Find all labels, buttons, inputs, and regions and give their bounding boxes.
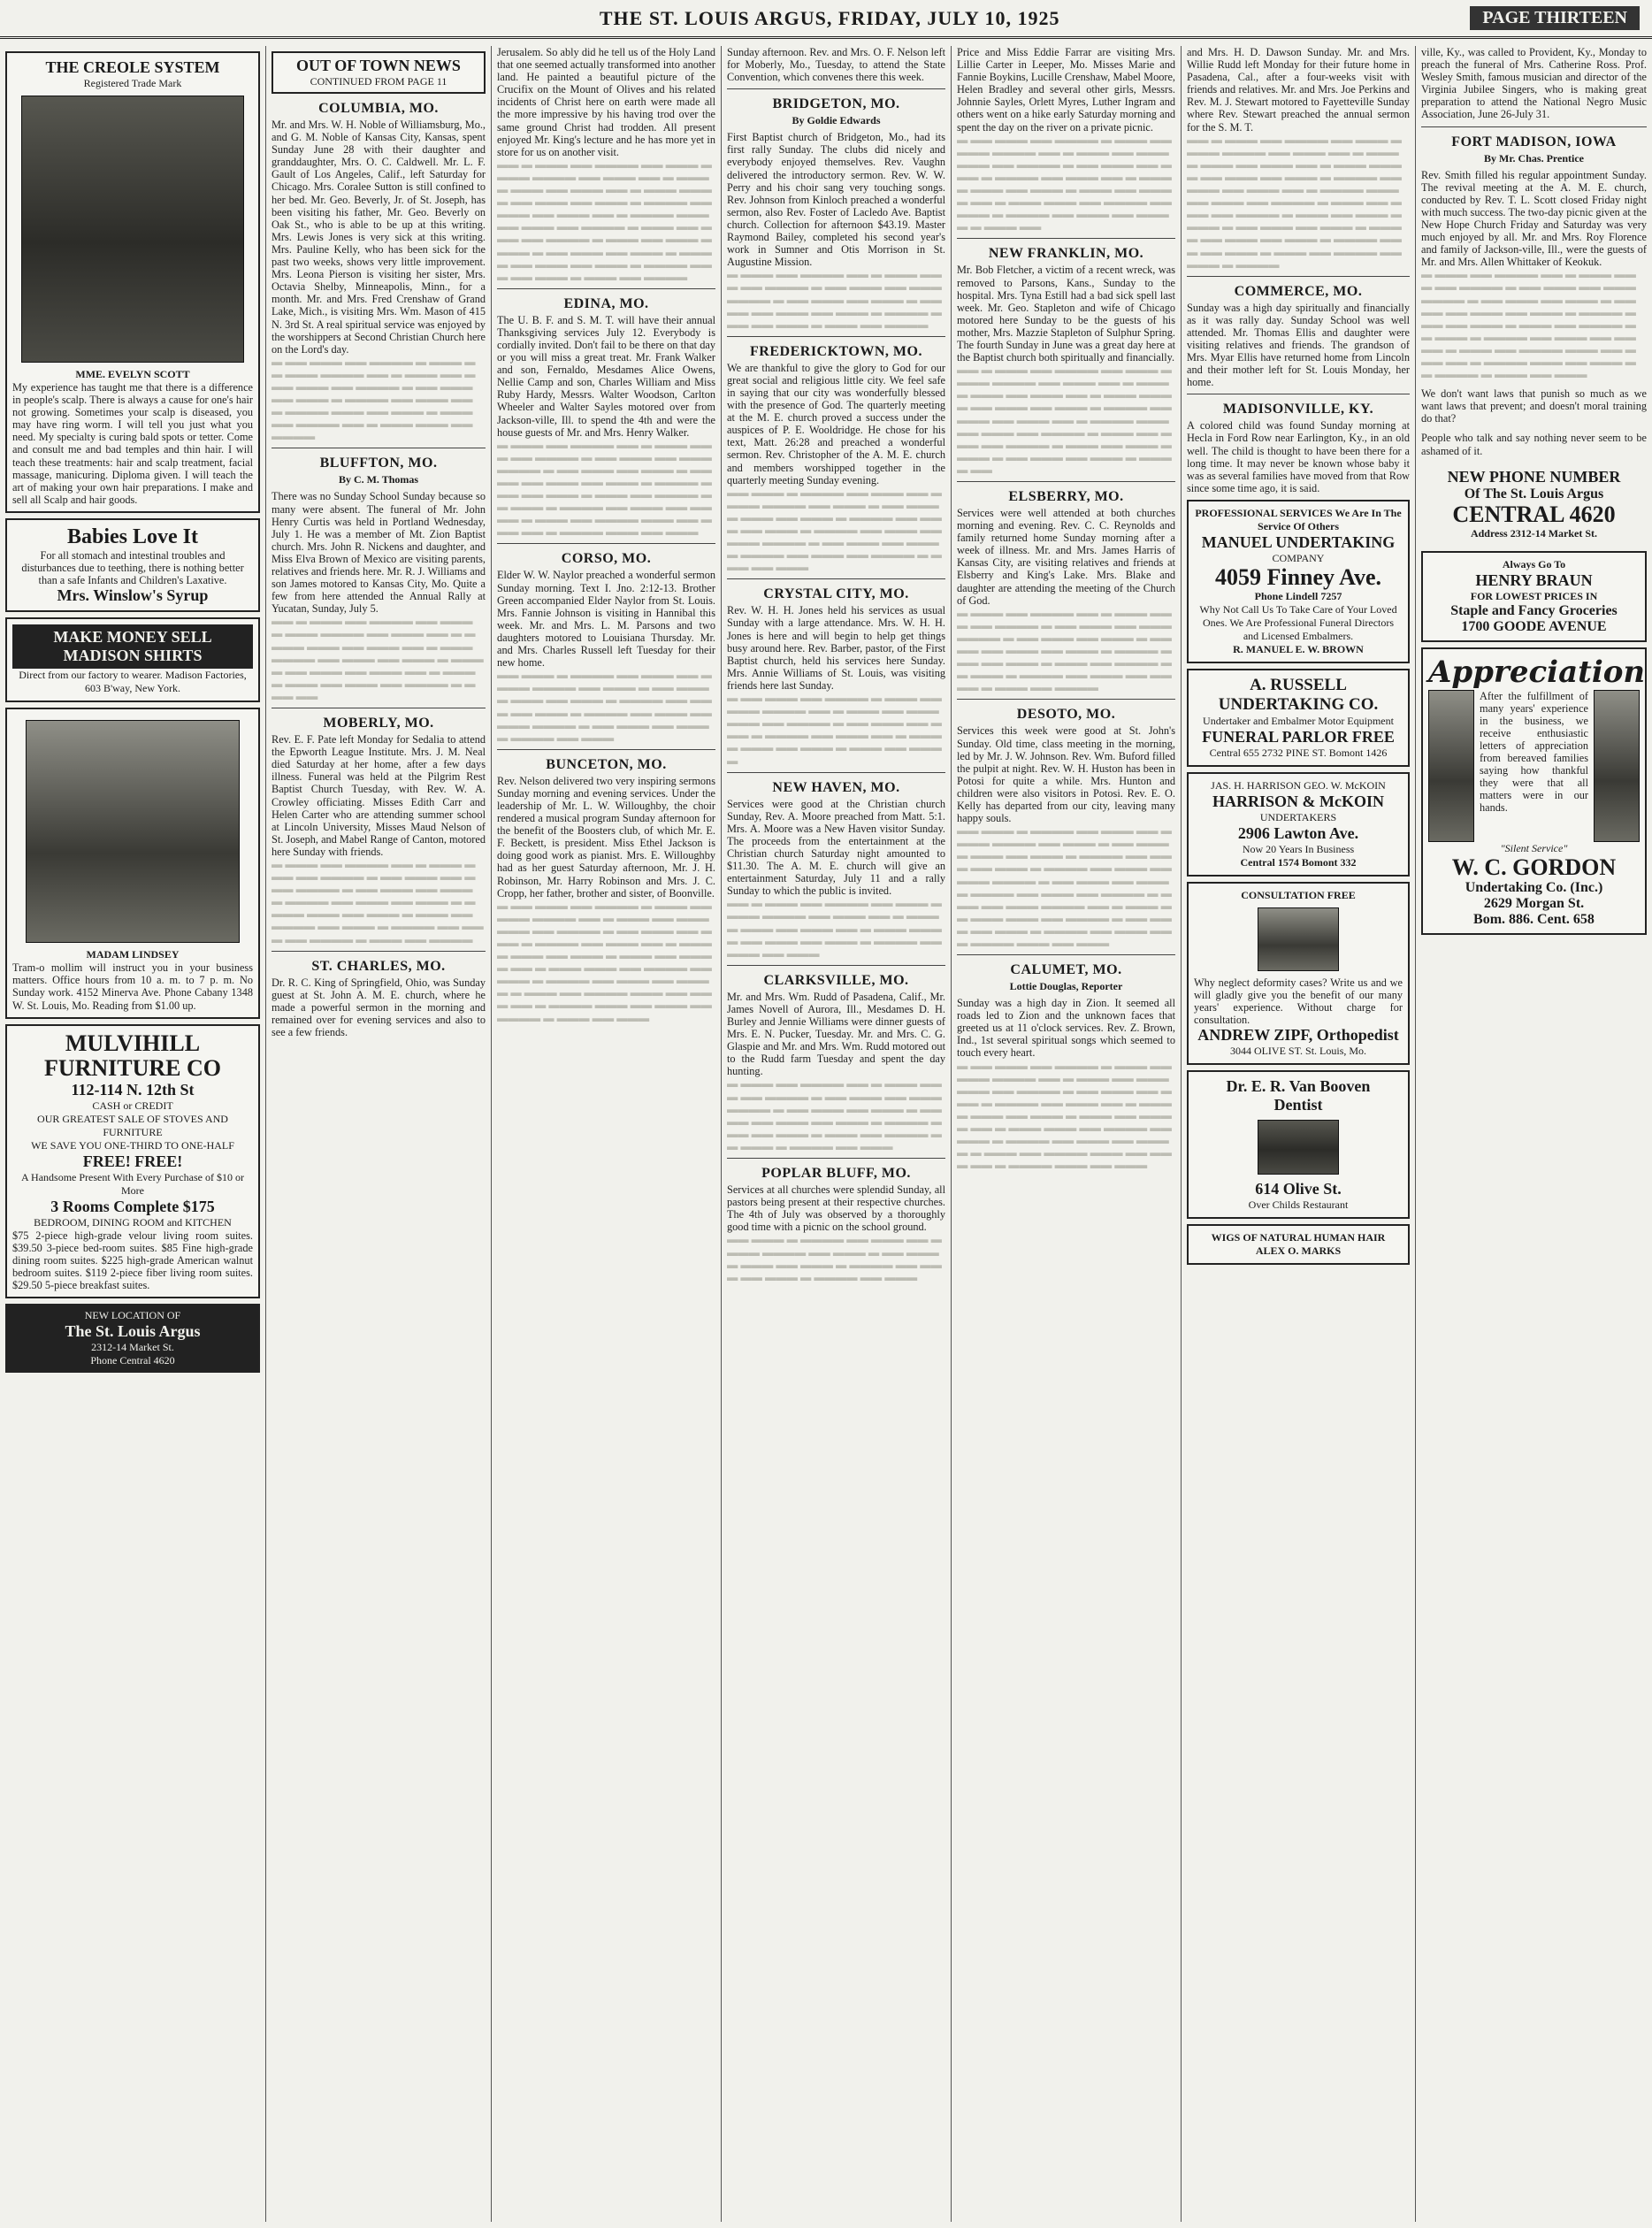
bunceton-text: Rev. Nelson delivered two very inspiring sermons Sunday morning and evening services. Under the leadership of Mr. L. W. Willoughby, the choir rendered a musical program Sunday afternoon for the benefit of the Boosters club, of which Mr. E. F. Beckett, is president. Miss Ethel Jackson is doing good work as pianist. Mrs. E. Willoughby had as her guest Saturday afternoon, Mr. J. H. Robinson, Mr. Harry Robinson and Mrs. J. C. Cropp, her father, brother and sister, of Boonville. <box>497 774 715 900</box>
mulvihill-free-sub: A Handsome Present With Every Purchase of $10 or More <box>21 1170 244 1197</box>
russell-free: FUNERAL PARLOR FREE <box>1202 727 1395 746</box>
russell-name: A. RUSSELL UNDERTAKING CO. <box>1218 675 1379 714</box>
gordon-address: 2629 Morgan St. <box>1483 895 1585 911</box>
page-number: PAGE THIRTEEN <box>1470 6 1640 30</box>
madison-heading: MAKE MONEY SELL MADISON SHIRTS <box>12 624 253 669</box>
babies-heading: Babies Love It <box>66 524 198 548</box>
bluffton-byline: By C. M. Thomas <box>338 473 419 486</box>
clarksville-heading: CLARKSVILLE, MO. <box>763 972 909 988</box>
newfranklin-heading: NEW FRANKLIN, MO. <box>988 246 1144 262</box>
poplar-text: Services at all churches were splendid Sunday, all pastors being present at their respective churches. The 4th of July was observed by a thoroughly good time with a picnic on the school ground. <box>727 1183 945 1234</box>
zipf-name: ANDREW ZIPF, Orthopedist <box>1197 1026 1399 1045</box>
text-filler: ▬ ▬▬▬ ▬▬ ▬▬▬▬ ▬▬ ▬ ▬▬▬ ▬▬▬ ▬▬ ▬▬▬▬ ▬ ▬▬ ▬▬▬ ▬▬ ▬▬▬ ▬▬▬▬ ▬ ▬▬ ▬▬▬ ▬▬ ▬▬▬ ▬ ▬▬▬▬ ▬▬ ▬▬▬ ▬▬ ▬▬▬ ▬ ▬▬▬▬ ▬▬▬ ▬▬ ▬▬▬ ▬ ▬▬▬ ▬▬ ▬▬▬▬ ▬▬ ▬▬▬ ▬ ▬▬▬▬ ▬▬ ▬▬▬ <box>727 1077 942 1152</box>
poplar-heading: POPLAR BLUFF, MO. <box>761 1166 911 1182</box>
madam-text: Tram-o mollim will instruct you in your business matters. Office hours from 10 a. m. to 7 p. m. No Sunday work. 4152 Minerva Ave. Phone Cabany 1348 W. St. Louis, Mo. Reading from $1.00 up. <box>12 961 253 1012</box>
mulvihill-ad <box>5 1024 260 1298</box>
masthead <box>0 0 1652 39</box>
masthead-title: THE ST. LOUIS ARGUS, FRIDAY, JULY 10, 1925 <box>599 6 1060 29</box>
column-7 <box>1415 46 1652 2222</box>
divider <box>957 481 1175 482</box>
argus-location-3: 2312-14 Market St. <box>91 1341 174 1354</box>
text-filler: ▬ ▬▬▬ ▬▬ ▬▬▬▬ ▬▬ ▬ ▬▬▬ ▬▬▬ ▬▬ ▬▬▬▬ ▬ ▬▬ ▬▬▬ ▬▬ ▬▬▬ ▬▬▬▬ ▬ ▬▬ ▬▬▬ ▬▬ ▬▬▬ ▬ ▬▬▬▬ ▬▬ ▬▬▬ ▬▬ ▬▬▬ ▬ ▬▬▬▬ ▬▬▬ ▬▬ ▬▬▬ ▬ ▬▬▬ ▬▬ ▬▬▬▬ ▬▬ ▬▬▬ ▬ ▬▬▬▬ ▬▬ ▬▬▬ ▬▬ ▬▬▬▬ ▬ ▬▬▬ ▬▬ ▬▬▬▬ <box>957 606 1172 694</box>
moberly-heading: MOBERLY, MO. <box>323 716 434 731</box>
mulvihill-rooms: 3 Rooms Complete $175 <box>50 1197 215 1215</box>
column-2 <box>265 46 491 2222</box>
fredericktown-text: We are thankful to give the glory to God for our great social and religious little city. We feel safe in saying that our city was wonderfully blessed with the presence of God. The quarterly meeting at the M. E. church proved a success under the auspices of P. E. Wooldridge. He chose for his text, Matt. 26:28 and preached a wonderful sermon. Rev. Christopher of the A. M. E. church and members worshipped together in the quarterly meeting Sunday evening. <box>727 361 945 486</box>
hair-heading: WIGS OF NATURAL HUMAN HAIR <box>1211 1231 1386 1244</box>
col3-intro: Jerusalem. So ably did he tell us of the Holy Land that one seemed actually transformed into another land. He painted a beautiful picture of the Crucifix on the Mount of Olives and his related incidents of Christ here on earth were made all the more impressive by his having trod over the same ground Christ had trodden. All present enjoyed Mr. King's lecture and he has more yet in store for us on another visit. <box>497 46 715 158</box>
appreciation-heading: Appreciation <box>1428 654 1646 690</box>
col4-intro: Sunday afternoon. Rev. and Mrs. O. F. Nelson left for Moberly, Mo., Tuesday, to attend the State Convention, which convenes there this week. <box>727 46 945 84</box>
new-phone-ad <box>1421 463 1647 546</box>
bunceton-heading: BUNCETON, MO. <box>546 756 667 772</box>
calumet-byline: Lottie Douglas, Reporter <box>1009 980 1123 993</box>
fortmadison-close2: People who talk and say nothing never seem to be ashamed of it. <box>1421 432 1647 457</box>
gordon-ad <box>1421 647 1647 935</box>
madison-shirts-ad <box>5 617 260 702</box>
vanbooven-name: Dr. E. R. Van Booven <box>1226 1077 1371 1096</box>
creole-system-ad <box>5 51 260 513</box>
corso-heading: CORSO, MO. <box>561 551 652 567</box>
text-filler: ▬ ▬▬ ▬▬▬ ▬▬ ▬▬▬▬ ▬ ▬▬▬ ▬▬ ▬▬▬ ▬▬▬▬ ▬▬ ▬ ▬▬▬ ▬▬ ▬▬▬ ▬▬▬ ▬▬ ▬▬▬▬ ▬ ▬▬ ▬▬▬ ▬▬ ▬▬▬ ▬ ▬▬▬▬ ▬▬ ▬▬▬ ▬▬ ▬ ▬▬▬▬ ▬▬▬ ▬▬ ▬▬▬ ▬ ▬▬▬ ▬▬ ▬▬▬▬ ▬▬ ▬ ▬▬▬ ▬▬▬ ▬▬ ▬▬▬▬ ▬▬ ▬▬▬ ▬ ▬▬▬▬ ▬▬ ▬▬▬ ▬▬ ▬▬▬▬ ▬ ▬▬▬ ▬▬ ▬▬▬▬ ▬▬▬ ▬▬ ▬▬▬ ▬▬ ▬ ▬▬▬▬ ▬▬▬ ▬▬ ▬▬▬ <box>957 1059 1172 1172</box>
fredericktown-heading: FREDERICKTOWN, MO. <box>750 343 922 359</box>
divider <box>727 772 945 773</box>
creole-text: My experience has taught me that there is a difference in people's scalp. There is always a cause for one's hair not growing. Sometimes your scalp is diseased, you may have ring worm. I will tell you just what you need. My specialty is curing bald spots or tetter. Come and consult me and bad temples and thin hair. I will teach these treatments: hair and scalp treatment, facial massage, manicuring. Diploma given. I will teach the art of making your own hair preparations. I make and sell all Scalp and hair goods. <box>12 381 253 506</box>
fortmadison-byline: By Mr. Chas. Prentice <box>1484 151 1584 165</box>
russell-ad <box>1187 669 1410 767</box>
stcharles-text: Dr. R. C. King of Springfield, Ohio, was Sunday guest at St. John A. M. E. church, where he made a powerful sermon in the morning and remained over for evening services and also to see a few friends. <box>272 976 486 1038</box>
braun-line-1: Always Go To <box>1502 557 1566 570</box>
madam-caption: MADAM LINDSEY <box>86 948 180 961</box>
harrison-now: Now 20 Years In Business <box>1242 842 1355 855</box>
manuel-undertaking-ad <box>1187 500 1410 663</box>
braun-line-4: Staple and Fancy Groceries <box>1450 602 1618 618</box>
clarksville-text: Mr. and Mrs. Wm. Rudd of Pasadena, Calif., Mr. James Novell of Aurora, Ill., Mesdames D. H. Burley and Jennie Williams were dinner guests of Mrs. E. N. Pucker, Tuesday. Mr. and Mrs. C. G. Glaspie and Mr. and Mrs. Wm. Rudd motored out to the Rudd farm Tuesday and spent the day hunting. <box>727 990 945 1078</box>
col6-intro: and Mrs. H. D. Dawson Sunday. Mr. and Mrs. Willie Rudd left Monday for their future home in Pasadena, Cal., after a four-weeks visit with friends and relatives. Mr. and Mrs. Joe Perkins and Rev. M. J. Stewart motored to Fayetteville Sunday where Rev. Stewart preached the annual sermon for the S. M. T. <box>1187 46 1410 134</box>
braun-ad <box>1421 551 1647 642</box>
urn-right-illustration <box>1594 690 1640 842</box>
vanbooven-address: 614 Olive St. <box>1255 1180 1342 1198</box>
text-filler: ▬▬ ▬▬▬ ▬ ▬▬▬▬ ▬▬ ▬▬▬ ▬▬ ▬ ▬▬▬ ▬▬▬▬ ▬▬ ▬▬▬ ▬ ▬▬ ▬▬▬▬ ▬▬▬ ▬▬ ▬▬▬ ▬ ▬▬▬▬ ▬▬ ▬▬▬ ▬▬ ▬▬▬ ▬ ▬▬▬▬ ▬▬ ▬▬▬ ▬▬ ▬▬▬ ▬▬▬▬ ▬ ▬▬ ▬▬▬ ▬▬ ▬▬▬ ▬ ▬▬▬▬ ▬▬ ▬▬▬ ▬▬ ▬▬▬▬ ▬ ▬▬▬ ▬▬ ▬▬▬ ▬▬▬▬ ▬▬ ▬ ▬▬▬ ▬▬ ▬▬▬ ▬▬▬ ▬▬ ▬▬▬▬ ▬ ▬▬ ▬▬▬ ▬▬ ▬▬▬ ▬ ▬▬▬▬ ▬▬ ▬▬▬ ▬▬ ▬ ▬▬▬▬ ▬▬▬ ▬▬ ▬▬▬ <box>957 824 1172 949</box>
phone-title: NEW PHONE NUMBER <box>1447 467 1621 486</box>
text-filler: ▬▬ ▬ ▬▬▬ ▬▬ ▬▬▬▬ ▬▬ ▬▬▬ ▬ ▬▬▬ ▬▬▬▬ ▬▬ ▬▬▬ ▬▬ ▬ ▬▬▬▬ ▬▬▬ ▬▬ ▬▬▬ ▬▬ ▬ ▬▬▬ ▬▬▬▬ ▬▬ ▬▬▬ ▬▬ ▬▬▬ ▬ ▬▬▬▬ ▬▬ ▬▬▬ ▬▬ ▬▬▬ ▬▬ ▬ ▬▬▬▬ ▬▬▬ ▬▬ ▬▬▬ ▬▬ ▬▬▬▬ ▬ ▬▬▬ ▬▬ ▬▬▬ ▬▬ ▬▬▬▬ ▬ ▬▬▬ ▬▬ ▬▬▬ ▬▬▬▬ ▬ ▬▬ ▬▬▬ ▬▬ ▬▬▬ ▬ ▬▬▬▬ ▬▬ ▬▬▬ ▬▬ ▬▬▬ ▬ ▬▬▬▬ ▬▬▬ ▬▬ ▬▬▬ ▬ ▬▬▬ ▬▬ ▬▬▬▬ <box>497 157 712 283</box>
mulvihill-list: $75 2-piece high-grade velour living room suites. $39.50 3-piece bed-room suites. $85 Fine high-grade dining room suites. $225 high-grade American walnut bedroom suites. $119 2-piece fiber living room suites. $29.50 5-piece breakfast suites. <box>12 1229 253 1291</box>
desoto-heading: DESOTO, MO. <box>1016 707 1116 723</box>
text-filler: ▬▬ ▬ ▬▬▬ ▬▬ ▬▬▬▬ ▬▬ ▬▬▬ ▬ ▬▬▬ ▬▬▬▬ ▬▬ ▬▬▬ ▬▬ ▬ ▬▬▬▬ ▬▬▬ ▬▬ ▬▬▬ ▬▬ ▬ ▬▬▬ ▬▬▬▬ ▬▬ ▬▬▬ ▬▬ ▬▬▬ ▬ ▬▬▬▬ ▬▬ ▬▬▬ ▬▬ ▬▬▬ ▬▬ ▬ ▬▬▬▬ ▬▬▬ ▬▬ ▬▬▬ ▬▬ ▬▬▬▬ ▬ ▬▬▬ ▬▬ <box>272 615 484 702</box>
harrison-address: 2906 Lawton Ave. <box>1237 823 1359 842</box>
commerce-text: Sunday was a high day spiritually and financially as it was rally day. Sunday School was well attended. Mr. Thomas Ellis and daughter were visiting relatives and friends. The grandson of Mrs. Myar Ellis have returned home from Lincoln and their mother left for St. Louis Monday, her home. <box>1187 301 1410 389</box>
hair-name: ALEX O. MARKS <box>1255 1244 1342 1258</box>
braun-line-5: 1700 GOODE AVENUE <box>1461 618 1607 634</box>
stcharles-heading: ST. CHARLES, MO. <box>311 958 446 974</box>
corso-text: Elder W. W. Naylor preached a wonderful sermon Sunday morning. Text I. Jno. 2:12-13. Brother Green accompanied Elder Naylor from St. Louis. Mrs. Fannie Johnson is visiting in Hannibal this week. Mr. and Mrs. L. M. Parsons and two daughters motored to Louisiana Thursday. Mr. and Mrs. Charles Russell left Tuesday for their new home. <box>497 569 715 670</box>
brace-illustration <box>1258 907 1339 971</box>
fortmadison-heading: FORT MADISON, IOWA <box>1451 134 1617 149</box>
winslow-heading: Mrs. Winslow's Syrup <box>57 586 209 605</box>
desoto-text: Services this week were good at St. John's Sunday. Old time, class meeting in the morning, led by Mr. J. W. Johnson. Rev. Wm. Buford filled the pulpit at night. Rev. W. H. Huston has been in Potosi for quite a while. Mrs. Hunton and children were also visitors in Potosi. Rev. E. O. Kelly has departed from our city, leaving many happy souls. <box>957 724 1175 825</box>
text-filler: ▬ ▬▬ ▬▬▬ ▬▬ ▬▬▬▬ ▬ ▬▬▬ ▬▬ ▬▬▬ ▬▬▬▬ ▬▬ ▬ ▬▬▬ ▬▬ ▬▬▬ ▬▬▬ ▬▬ ▬▬▬▬ ▬ ▬▬ ▬▬▬ ▬▬ ▬▬▬ ▬ ▬▬▬▬ ▬▬ ▬▬▬ ▬▬ ▬ ▬▬▬▬ ▬▬▬ ▬▬ ▬▬▬ ▬ ▬▬▬ ▬▬ ▬▬▬▬ ▬▬ ▬ ▬▬▬ ▬▬▬ ▬▬ ▬▬▬▬ <box>272 355 476 443</box>
columbia-heading: COLUMBIA, MO. <box>318 101 439 116</box>
text-filler: ▬ ▬▬▬ ▬▬ ▬▬▬▬ ▬▬ ▬ ▬▬▬ ▬▬▬ ▬▬ ▬▬▬▬ ▬ ▬▬ ▬▬▬ ▬▬ ▬▬▬ ▬▬▬▬ ▬ ▬▬ ▬▬▬ ▬▬ ▬▬▬ ▬ ▬▬▬▬ ▬▬ ▬▬▬ ▬▬ ▬▬▬ ▬ ▬▬▬▬ ▬▬▬ ▬▬ ▬▬▬ ▬ ▬▬▬ ▬▬ ▬▬▬▬ ▬▬ ▬▬▬ ▬ ▬▬▬▬ ▬▬ ▬▬▬ ▬▬ ▬▬▬▬ ▬ ▬▬▬ ▬▬ ▬▬▬▬ ▬▬▬ ▬▬ ▬▬▬ ▬▬ ▬ ▬▬▬▬ ▬▬▬ ▬▬ ▬▬▬ ▬▬ ▬▬▬▬ ▬ ▬▬▬ ▬▬ ▬▬▬ <box>1421 268 1636 381</box>
calumet-heading: CALUMET, MO. <box>1010 962 1122 978</box>
manuel-company: COMPANY <box>1272 551 1325 564</box>
newfranklin-text: Mr. Bob Fletcher, a victim of a recent wreck, was removed to Parsons, Kans., Sunday to the hospital. Mrs. Tyna Estill had a bad sick spell last week. Mr. Geo. Stapleton and wife of Chicago motored here Sunday to be the guests of his mother, Mrs. Mazzie Stapleton of Sulphur Spring. The fourth Sunday in June was a great day here at the Baptist church both spiritually and financially. <box>957 264 1175 364</box>
appreciation-text: After the fulfillment of many years' experience in the business, we receive enthusiastic letters of appreciation from bereaved families saying how thankful they were that all matters were in our hands. <box>1480 689 1588 815</box>
text-filler: ▬▬ ▬ ▬▬▬ ▬▬ ▬▬▬▬ ▬▬ ▬▬▬ ▬ ▬▬▬ ▬▬▬▬ ▬▬ ▬▬▬ ▬▬ ▬ ▬▬▬▬ ▬▬▬ ▬▬ ▬▬▬ ▬▬ ▬ ▬▬▬ ▬▬▬▬ ▬▬ ▬▬▬ ▬▬ ▬▬▬ ▬ ▬▬▬▬ ▬▬ ▬▬▬ ▬▬ ▬▬▬ ▬▬ ▬ ▬▬▬▬ ▬▬▬ ▬▬ ▬▬▬ ▬▬ ▬▬▬▬ ▬ ▬▬▬ ▬▬ ▬▬▬ ▬▬ ▬▬▬▬ ▬ ▬▬▬ ▬▬ ▬▬▬ ▬▬▬▬ ▬ ▬▬ ▬▬▬ ▬▬ ▬▬▬ ▬ ▬▬▬▬ ▬▬ <box>957 364 1172 476</box>
zipf-address: 3044 OLIVE ST. St. Louis, Mo. <box>1229 1045 1367 1058</box>
fortmadison-close: We don't want laws that punish so much as we want laws that prevent; and doesn't moral training do that? <box>1421 387 1647 425</box>
argus-location-2: The St. Louis Argus <box>65 1322 201 1341</box>
harrison-phone: Central 1574 Bomont 332 <box>1240 855 1357 869</box>
text-filler: ▬ ▬▬ ▬▬▬ ▬▬ ▬▬▬▬ ▬ ▬▬▬ ▬▬ ▬▬▬ ▬▬▬▬ ▬▬ ▬ ▬▬▬ ▬▬ ▬▬▬ ▬▬▬ ▬▬ ▬▬▬▬ ▬ ▬▬ ▬▬▬ ▬▬ ▬▬▬ ▬ ▬▬▬▬ ▬▬ ▬▬▬ ▬▬ ▬ ▬▬▬▬ ▬▬▬ ▬▬ ▬▬▬ ▬ ▬▬▬ ▬▬ ▬▬▬▬ <box>727 692 942 767</box>
elsberry-text: Services were well attended at both churches morning and evening. Rev. C. C. Reynolds and family returned home Sunday morning after a week of illness. Mr. and Mrs. James Harris of Kansas City, are visiting relatives and friends at Elsberry and King's Lake. Mrs. Blake and daughter are attending the meeting of the Church of God. <box>957 507 1175 607</box>
column-1 <box>0 46 265 2222</box>
dentist-photo <box>1258 1120 1339 1175</box>
column-4 <box>721 46 951 2222</box>
calumet-text: Sunday was a high day in Zion. It seemed all roads led to Zion and the unknown faces that greeted us at 11 o'clock services. Rev. Z. Brown, Ind., 1st several spiritual songs which seemed to touch every heart. <box>957 997 1175 1060</box>
harrison-ad <box>1187 772 1410 877</box>
madam-photo <box>26 720 240 943</box>
portrait-photo <box>21 96 244 363</box>
zipf-ad <box>1187 882 1410 1065</box>
text-filler: ▬ ▬▬ ▬▬▬ ▬▬ ▬▬▬▬ ▬ ▬▬▬ ▬▬ ▬▬▬ ▬▬▬▬ ▬▬ ▬ ▬▬▬ ▬▬ ▬▬▬ ▬▬▬ ▬▬ ▬▬▬▬ ▬ ▬▬ ▬▬▬ ▬▬ ▬▬▬ ▬ ▬▬▬▬ ▬▬ ▬▬▬ ▬▬ ▬ ▬▬▬▬ ▬▬▬ ▬▬ ▬▬▬ ▬ ▬▬▬ ▬▬ ▬▬▬▬ ▬▬ ▬ ▬▬▬ ▬▬▬ ▬▬ ▬▬▬▬ ▬▬ ▬▬▬ ▬ ▬▬▬▬ ▬▬ ▬▬▬ ▬▬ ▬▬▬▬ ▬ ▬▬▬ ▬▬ <box>957 133 1172 234</box>
mulvihill-address: 112-114 N. 12th St <box>71 1080 195 1099</box>
divider <box>497 288 715 289</box>
manuel-pro: PROFESSIONAL SERVICES We Are In The Service Of Others <box>1195 506 1402 532</box>
silent-service: "Silent Service" <box>1500 841 1568 854</box>
divider <box>727 965 945 966</box>
harrison-name: HARRISON & McKOIN <box>1212 792 1384 810</box>
column-5 <box>951 46 1181 2222</box>
out-of-town-title: OUT OF TOWN NEWS <box>296 57 461 74</box>
col7-intro: ville, Ky., was called to Provident, Ky., Monday to preach the funeral of Mrs. Catherine Ross. Prof. Wesley Smith, famous musician and director of the Virginia Jubilee Singers, who is making great preparation to attend the National Negro Music Association, June 26-July 31. <box>1421 46 1647 121</box>
bridgeton-text: First Baptist church of Bridgeton, Mo., had its first rally Sunday. The clubs did nicely and everybody enjoyed themselves. Rev. Vaughn delivered the introductory sermon. Rev. W. W. Perry and his choir sang very touching songs. Rev. Johnson from Kinloch preached a wonderful sermon, also Rev. Foster of Lacledo Ave. Baptist church. Collection for afternoon $43.19. Master Raymond Bailey, completed his second year's work in Sumner and Otis Morrison in St. Augustine Mission. <box>727 131 945 269</box>
divider <box>957 238 1175 239</box>
bluffton-heading: BLUFFTON, MO. <box>319 456 438 471</box>
text-filler: ▬ ▬▬▬ ▬▬ ▬▬▬▬ ▬▬ ▬ ▬▬▬ ▬▬▬ ▬▬ ▬▬▬▬ ▬ ▬▬ ▬▬▬ ▬▬ ▬▬▬ ▬▬▬▬ ▬ ▬▬ ▬▬▬ ▬▬ ▬▬▬ ▬ ▬▬▬▬ ▬▬ ▬▬▬ ▬▬ ▬▬▬ ▬ ▬▬▬▬ ▬▬▬ ▬▬ ▬▬▬ ▬ ▬▬▬ ▬▬ ▬▬▬▬ ▬▬ ▬▬▬ ▬ ▬▬▬▬ ▬▬ ▬▬▬ ▬▬ ▬▬▬▬ ▬ ▬▬▬ ▬▬ ▬▬▬▬ ▬▬▬ ▬▬ ▬▬▬ ▬▬ ▬ ▬▬▬▬ ▬▬▬ ▬▬ ▬▬▬ <box>497 438 712 539</box>
creole-caption: MME. EVELYN SCOTT <box>75 368 190 380</box>
russell-sub: Undertaker and Embalmer Motor Equipment <box>1203 714 1394 727</box>
manuel-address: 4059 Finney Ave. <box>1214 563 1382 590</box>
phone-of: Of The St. Louis Argus <box>1464 486 1604 501</box>
argus-location-1: NEW LOCATION OF <box>84 1309 181 1322</box>
vanbooven-title: Dentist <box>1273 1096 1323 1114</box>
text-filler: ▬ ▬▬ ▬▬▬ ▬▬ ▬▬▬▬ ▬ ▬▬▬ ▬▬ ▬▬▬ ▬▬▬▬ ▬▬ ▬ ▬▬▬ ▬▬ ▬▬▬ ▬▬▬ ▬▬ ▬▬▬▬ ▬ ▬▬ ▬▬▬ ▬▬ ▬▬▬ ▬ ▬▬▬▬ ▬▬ ▬▬▬ ▬▬ ▬ ▬▬▬▬ ▬▬▬ ▬▬ ▬▬▬ ▬ ▬▬▬ ▬▬ ▬▬▬▬ ▬▬ ▬ ▬▬▬ ▬▬▬ ▬▬ ▬▬▬▬ ▬▬ ▬▬▬ ▬ ▬▬▬▬ ▬▬ ▬▬▬ ▬▬ ▬▬▬▬ ▬ ▬▬▬ ▬▬ ▬▬▬▬ ▬▬▬ ▬▬ ▬▬▬ ▬▬ ▬ ▬▬▬▬ ▬▬▬ ▬▬ ▬▬▬ ▬▬ ▬▬▬▬ ▬ ▬▬▬ ▬▬ ▬▬▬ <box>497 899 712 1024</box>
madam-lindsey-ad <box>5 708 260 1018</box>
divider <box>272 951 486 952</box>
text-filler: ▬▬ ▬ ▬▬▬ ▬▬ ▬▬▬▬ ▬▬ ▬▬▬ ▬ ▬▬▬ ▬▬▬▬ ▬▬ ▬▬▬ ▬▬ ▬ ▬▬▬▬ ▬▬▬ ▬▬ ▬▬▬ ▬▬ ▬ ▬▬▬ ▬▬▬▬ ▬▬ ▬▬▬ ▬▬ ▬▬▬ ▬ ▬▬▬▬ ▬▬ ▬▬▬ ▬▬ ▬▬▬ <box>727 897 942 960</box>
harrison-sub: UNDERTAKERS <box>1259 810 1337 823</box>
madison-subtext: Direct from our factory to wearer. Madison Factories, 603 B'way, New York. <box>19 669 247 695</box>
gordon-phone: Bom. 886. Cent. 658 <box>1473 911 1595 927</box>
column-3 <box>491 46 721 2222</box>
text-filler: ▬▬ ▬▬▬ ▬ ▬▬▬▬ ▬▬ ▬▬▬ ▬▬ ▬ ▬▬▬ ▬▬▬▬ ▬▬ ▬▬▬ ▬ ▬▬ ▬▬▬▬ ▬▬▬ ▬▬ ▬▬▬ ▬ ▬▬▬▬ ▬▬ ▬▬▬ ▬▬ ▬▬▬ ▬ ▬▬▬▬ ▬▬ ▬▬▬ ▬▬ ▬▬▬ ▬▬▬▬ ▬ ▬▬ ▬▬▬ ▬▬ ▬▬▬ ▬ ▬▬▬▬ ▬▬ ▬▬▬ <box>497 669 712 744</box>
commerce-heading: COMMERCE, MO. <box>1234 283 1363 299</box>
creole-title: THE CREOLE SYSTEM <box>45 58 220 76</box>
vanbooven-over: Over Childs Restaurant <box>1248 1198 1349 1212</box>
divider <box>497 749 715 750</box>
text-filler: ▬ ▬▬▬ ▬▬ ▬▬▬▬ ▬▬ ▬ ▬▬▬ ▬▬▬ ▬▬ ▬▬▬▬ ▬ ▬▬ ▬▬▬ ▬▬ ▬▬▬ ▬▬▬▬ ▬ ▬▬ ▬▬▬ ▬▬ ▬▬▬ ▬ ▬▬▬▬ ▬▬ ▬▬▬ ▬▬ ▬▬▬ ▬ ▬▬▬▬ ▬▬▬ ▬▬ ▬▬▬ ▬ ▬▬▬ ▬▬ ▬▬▬▬ <box>727 268 942 331</box>
divider <box>727 578 945 579</box>
column-6 <box>1181 46 1415 2222</box>
mulvihill-rooms-sub: BEDROOM, DINING ROOM and KITCHEN <box>34 1215 232 1229</box>
columbia-text: Mr. and Mrs. W. H. Noble of Williamsburg, Mo., and G. M. Noble of Kansas City, Kansas, spent Sunday June 28 with their daughter and granddaughter, Mrs. O. C. Caldwell. Mr. L. F. Gault of Los Angeles, Calif., left Saturday for Chicago. Mrs. Coralee Sutton is still confined to her bed. Mr. Geo. Beverly, Jr. of St. Joseph, has been visiting his father, Mr. Geo. Beverly on Oak St., who is able to be up at this writing. Mrs. Lewis Jones is very sick at this writing. Mrs. Pauline Kelly, who has been sick for the past two weeks, shows very little improvement. Mrs. Leona Pierson is visiting her sister, Mrs. Octavia Shelby, Minneapolis, Minn., for a month. Mr. and Mrs. Fred Crenshaw of Grand Lake, Mich., is visiting Mrs. Wm. Mason of 415 N. 3rd St. A real spiritual service was enjoyed by the worshippers at Second Christian Church here on the Lord's day. <box>272 119 486 356</box>
divider <box>727 1158 945 1159</box>
text-filler: ▬▬ ▬ ▬▬▬ ▬▬ ▬▬▬▬ ▬▬ ▬▬▬ ▬ ▬▬▬ ▬▬▬▬ ▬▬ ▬▬▬ ▬▬ ▬ ▬▬▬▬ ▬▬▬ ▬▬ ▬▬▬ ▬▬ ▬ ▬▬▬ ▬▬▬▬ ▬▬ ▬▬▬ ▬▬ ▬▬▬ ▬ ▬▬▬▬ ▬▬ ▬▬▬ ▬▬ ▬▬▬ ▬▬ ▬ ▬▬▬▬ ▬▬▬ ▬▬ ▬▬▬ ▬▬ ▬▬▬▬ ▬ ▬▬▬ ▬▬ ▬▬▬ ▬▬ ▬▬▬▬ ▬ ▬▬▬ ▬▬ ▬▬▬ ▬▬▬▬ ▬ ▬▬ ▬▬▬ ▬▬ ▬▬▬ ▬ ▬▬▬▬ ▬▬ ▬▬▬ ▬▬ ▬▬▬ ▬ ▬▬▬▬ ▬▬▬ ▬▬ ▬▬▬ ▬ ▬▬▬ ▬▬ ▬▬▬▬ ▬▬ ▬▬▬ ▬ ▬▬▬▬ <box>1187 133 1402 271</box>
zipf-text: Why neglect deformity cases? Write us and we will gladly give you the benefit of our many years' experience. Without charge for consultation. <box>1194 976 1403 1027</box>
divider <box>727 88 945 89</box>
vanbooven-ad <box>1187 1070 1410 1219</box>
gordon-co: Undertaking Co. (Inc.) <box>1465 879 1603 895</box>
harrison-names: JAS. H. HARRISON GEO. W. McKOIN <box>1211 778 1386 792</box>
appreciation-body <box>1428 690 1640 842</box>
edina-text: The U. B. F. and S. M. T. will have their annual Thanksgiving services July 12. Everybody is cordially invited. Don't fail to be there on that day or you will miss a great treat. Mr. Frank Walker and son, Fernaldo, Mesdames Alice Owens, Nellie Camp and son, Charles William and Miss Ruby Hardy, Messrs. Walter Woodson, Carlton Wheeler and Walter Sayles motored over from Jackson-ville, Ill. to spend the 4th and were the house guests of Mr. and Mrs. Henry Walker. <box>497 313 715 439</box>
elsberry-heading: ELSBERRY, MO. <box>1008 489 1124 504</box>
hair-ad <box>1187 1224 1410 1265</box>
manuel-name: MANUEL UNDERTAKING <box>1201 532 1396 551</box>
gordon-name: W. C. GORDON <box>1451 854 1617 880</box>
bridgeton-heading: BRIDGETON, MO. <box>772 96 900 112</box>
text-filler: ▬▬ ▬▬▬ ▬ ▬▬▬▬ ▬▬ ▬▬▬ ▬▬ ▬ ▬▬▬ ▬▬▬▬ ▬▬ ▬▬▬ ▬ ▬▬ ▬▬▬▬ ▬▬▬ ▬▬ ▬▬▬ ▬ ▬▬▬▬ ▬▬ ▬▬▬ ▬▬ ▬▬▬ ▬ ▬▬▬▬ ▬▬ ▬▬▬ <box>727 1233 942 1283</box>
mulvihill-title: MULVIHILL FURNITURE CO <box>43 1030 222 1081</box>
argus-location-4: Phone Central 4620 <box>90 1354 175 1367</box>
edina-heading: EDINA, MO. <box>563 295 649 311</box>
newhaven-heading: NEW HAVEN, MO. <box>772 779 900 795</box>
divider <box>1187 276 1410 277</box>
phone-number: CENTRAL 4620 <box>1452 501 1616 527</box>
divider <box>957 699 1175 700</box>
braun-line-3: FOR LOWEST PRICES IN <box>1470 589 1598 602</box>
phone-address: Address 2312-14 Market St. <box>1470 526 1598 540</box>
zipf-consult: CONSULTATION FREE <box>1241 888 1356 901</box>
mulvihill-save: WE SAVE YOU ONE-THIRD TO ONE-HALF <box>31 1138 234 1152</box>
creole-subtitle: Registered Trade Mark <box>83 77 182 89</box>
manuel-phone: Phone Lindell 7257 <box>1254 589 1342 602</box>
madisonville-heading: MADISONVILLE, KY. <box>1222 402 1374 417</box>
manuel-names: R. MANUEL E. W. BROWN <box>1233 642 1364 655</box>
out-of-town-header <box>272 51 486 94</box>
crystal-heading: CRYSTAL CITY, MO. <box>763 586 909 602</box>
divider <box>497 543 715 544</box>
divider <box>727 336 945 337</box>
divider <box>957 954 1175 955</box>
crystal-text: Rev. W. H. H. Jones held his services as usual Sunday with a large attendance. Mrs. W. H. H. Jones is here and will begin to help get things busy around here. Rev. Barber, pastor, of the First Baptist church, held his services here Sunday. Mrs. Annie Williams of St. Louis, was visiting friends here last Sunday. <box>727 604 945 692</box>
mulvihill-free: FREE! FREE! <box>82 1152 183 1170</box>
urn-left-illustration <box>1428 690 1474 842</box>
text-filler: ▬▬ ▬▬▬ ▬ ▬▬▬▬ ▬▬ ▬▬▬ ▬▬ ▬ ▬▬▬ ▬▬▬▬ ▬▬ ▬▬▬ ▬ ▬▬ ▬▬▬▬ ▬▬▬ ▬▬ ▬▬▬ ▬ ▬▬▬▬ ▬▬ ▬▬▬ ▬▬ ▬▬▬ ▬ ▬▬▬▬ ▬▬ ▬▬▬ ▬▬ ▬▬▬ ▬▬▬▬ ▬ ▬▬ ▬▬▬ ▬▬ ▬▬▬ ▬ ▬▬▬▬ ▬▬ ▬▬▬ ▬▬ ▬▬▬▬ ▬ ▬▬▬ ▬▬ ▬▬▬ <box>727 486 942 574</box>
text-filler: ▬ ▬▬▬ ▬▬ ▬▬▬▬ ▬▬ ▬ ▬▬▬ ▬▬▬ ▬▬ ▬▬▬▬ ▬ ▬▬ ▬▬▬ ▬▬ ▬▬▬ ▬▬▬▬ ▬ ▬▬ ▬▬▬ ▬▬ ▬▬▬ ▬ ▬▬▬▬ ▬▬ ▬▬▬ ▬▬ ▬▬▬ ▬ ▬▬▬▬ ▬▬▬ ▬▬ ▬▬▬ ▬ ▬▬▬ ▬▬ ▬▬▬▬ ▬▬ ▬▬▬ ▬ ▬▬▬▬ ▬▬ ▬▬▬ ▬▬ ▬▬▬▬ ▬ ▬▬▬ ▬▬ ▬▬▬▬ <box>272 857 484 946</box>
argus-location-box <box>5 1304 260 1373</box>
out-of-town-sub: CONTINUED FROM PAGE 11 <box>310 75 447 88</box>
braun-line-2: HENRY BRAUN <box>1475 570 1593 589</box>
fortmadison-text: Rev. Smith filled his regular appointment Sunday. The revival meeting at the A. M. E. church, conducted by Rev. T. L. Scott closed Friday night with much success. The two-day picnic given at the New Hope Church Friday and Saturday was very much enjoyed by all. Mr. and Mrs. Roy Florence and family of Jackson-ville, Ill., were the guests of Mr. and Mrs. Allen Whittaker of Keokuk. <box>1421 168 1647 269</box>
manuel-why: Why Not Call Us To Take Care of Your Loved Ones. We Are Professional Funeral Directors and Licensed Embalmers. <box>1199 602 1397 642</box>
madisonville-text: A colored child was found Sunday morning at Hecla in Ford Row near Earlington, Ky., in an old well. The child is thought to have been there for a long time. It may never be known whose baby it was as several families have moved from that Row since some time ago, it is said. <box>1187 419 1410 494</box>
mulvihill-cash: CASH or CREDIT <box>92 1099 173 1112</box>
col5-intro: Price and Miss Eddie Farrar are visiting Mrs. Lillie Carter in Leeper, Mo. Misses Marie and Fannie Boykins, Lucille Crenshaw, Mabel Moore, Helen Bradley and several other girls, Messrs. Johnnie Sayles, Orlett Myres, Luther Ingram and others went on a hike early Saturday morning and spent the day on the river on a private picnic. <box>957 46 1175 134</box>
babies-text: For all stomach and intestinal troubles and disturbances due to teething, there is nothing better than a safe Infants and Children's Laxative. <box>21 548 244 587</box>
newhaven-text: Services were good at the Christian church Sunday, Rev. A. Moore preached from Matt. 5:1. Mrs. A. Moore was a New Haven visitor Sunday. The proceeds from the entertainment at the Christian church Saturday night amounted to $11.30. The A. M. E. church will give an entertainment Saturday, July 11 and a rally Sunday to which the public is invited. <box>727 797 945 898</box>
bridgeton-byline: By Goldie Edwards <box>792 114 881 127</box>
divider <box>1421 126 1647 127</box>
bluffton-text: There was no Sunday School Sunday because so many were absent. The funeral of Mr. John Henry Curtis was held in Portland Wednesday, July 1. He was a member of Mt. Zion Baptist church. Mrs. John R. Nickens and daughter, and Miss Elva Brown of Mexico are visiting parents, relatives and friends here. Mr. R. J. Williams and son James motored to Kansas City, Mo. Quite a few from here attended the Annual Rally at Yucatan, Sunday, July 5. <box>272 490 486 616</box>
mulvihill-stoves: OUR GREATEST SALE OF STOVES AND FURNITURE <box>37 1112 228 1138</box>
russell-phone: Central 655 2732 PINE ST. Bomont 1426 <box>1209 746 1388 759</box>
winslow-ad <box>5 518 260 612</box>
moberly-text: Rev. E. F. Pate left Monday for Sedalia to attend the Epworth League Institute. Mrs. J. M. Neal died Saturday at her home, after a few days illness. Funeral was held at the Pilgrim Rest Baptist Church Tuesday, with Rev. W. A. Crowley officiating. Misses Edith Carr and Helen Carter who are attending summer school at Lincoln University, Misses Maud Nelson of St. Joseph, and Mabel Range of Canton, motored here Sunday with friends. <box>272 733 486 858</box>
